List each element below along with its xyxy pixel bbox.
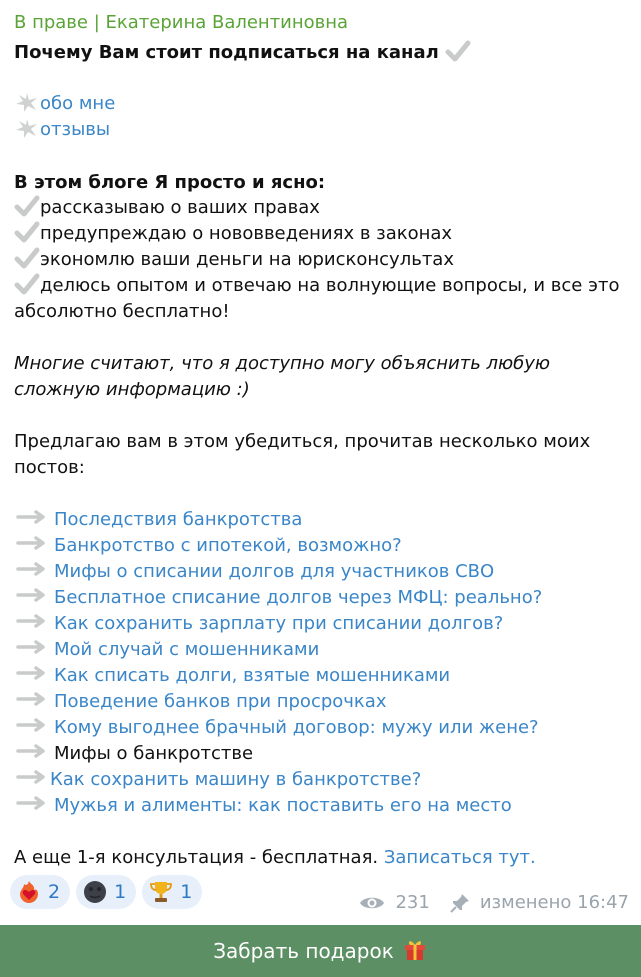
right-arrow-icon	[16, 637, 50, 653]
post-link-row[interactable]	[14, 585, 542, 611]
post-link-row[interactable]	[14, 689, 386, 715]
post-link-row[interactable]	[14, 767, 421, 793]
bullet-item: предупреждаю о нововведениях в законах	[14, 221, 452, 247]
post-link-row[interactable]	[14, 793, 512, 819]
eye-icon	[359, 894, 385, 912]
heart-on-fire-icon	[16, 879, 42, 905]
reaction-heart-on-fire[interactable]	[10, 875, 70, 909]
post-link-row[interactable]	[14, 559, 494, 585]
bullet-item: экономлю ваши деньги на юрисконсультах	[14, 247, 454, 273]
right-arrow-icon	[16, 689, 50, 705]
offer-line: Предлагаю вам в этом убедиться, прочитав несколько моих	[14, 431, 591, 452]
post-link[interactable]: Последствия банкротства	[54, 509, 303, 530]
post-link-plain[interactable]: Мифы о банкротстве	[54, 743, 254, 764]
post-link[interactable]: Бесплатное списание долгов через МФЦ: реально?	[54, 587, 543, 608]
post-link-row[interactable]	[14, 637, 319, 663]
reaction-count: 1	[114, 881, 127, 903]
italic-line: Многие считают, что я доступно могу объяснить любую	[14, 353, 551, 374]
post-link[interactable]: Мужья и алименты: как поставить его на место	[54, 795, 512, 816]
post-link[interactable]: Как списать долги, взятые мошенниками	[54, 665, 451, 686]
get-gift-label: Забрать подарок	[213, 939, 394, 963]
check-mark-icon	[14, 273, 40, 295]
about-me-link[interactable]: обо мне	[40, 93, 116, 114]
check-mark-icon	[14, 247, 40, 269]
post-link-row[interactable]	[14, 611, 503, 637]
offer-line: постов:	[14, 457, 85, 478]
check-mark-icon	[14, 195, 40, 217]
check-mark-icon	[14, 221, 40, 243]
pin-icon	[450, 893, 470, 913]
right-arrow-icon	[16, 585, 50, 601]
reaction-new-moon[interactable]	[76, 875, 136, 909]
right-arrow-icon	[16, 793, 50, 809]
right-arrow-icon	[16, 533, 50, 549]
consult-link[interactable]: Записаться тут.	[383, 847, 536, 868]
edited-time: изменено 16:47	[479, 892, 629, 913]
consult-row	[14, 845, 536, 871]
sparkle-icon	[14, 92, 40, 112]
post-link-row[interactable]	[14, 507, 302, 533]
right-arrow-icon	[16, 559, 50, 575]
post-link[interactable]: Как сохранить зарплату при списании долгов?	[54, 613, 504, 634]
post-link[interactable]: Мой случай с мошенниками	[54, 639, 320, 660]
post-link[interactable]: Кому выгоднее брачный договор: мужу или жене?	[54, 717, 539, 738]
italic-line: сложную информацию :)	[14, 379, 250, 400]
right-arrow-icon	[16, 741, 50, 757]
gift-icon	[402, 936, 428, 967]
post-link-row[interactable]	[14, 663, 450, 689]
reviews-link[interactable]: отзывы	[40, 119, 111, 140]
reaction-trophy[interactable]	[142, 875, 202, 909]
reaction-count: 1	[180, 881, 193, 903]
bullet-item: делюсь опытом и отвечаю на волнующие вопросы, и все это	[14, 273, 619, 299]
right-arrow-icon	[16, 715, 50, 731]
right-arrow-icon	[16, 663, 50, 679]
sparkle-icon	[14, 118, 40, 138]
consult-text: А еще 1-я консультация - бесплатная.	[14, 847, 379, 868]
trophy-icon	[148, 879, 174, 905]
post-link[interactable]: Мифы о списании долгов для участников СВО	[54, 561, 495, 582]
post-link[interactable]: Банкротство с ипотекой, возможно?	[54, 535, 402, 556]
message-meta	[359, 892, 629, 913]
check-mark-icon	[445, 40, 471, 62]
right-arrow-icon	[16, 611, 50, 627]
get-gift-button[interactable]	[0, 925, 641, 977]
post-link[interactable]: Как сохранить машину в банкротстве?	[50, 769, 422, 790]
blog-intro: В этом блоге Я просто и ясно:	[14, 172, 326, 193]
bullet-item: рассказываю о ваших правах	[14, 195, 320, 221]
bullet-continuation: абсолютно бесплатно!	[14, 301, 230, 322]
about-link-row[interactable]	[14, 91, 115, 117]
post-link-row[interactable]	[14, 715, 539, 741]
right-arrow-icon	[16, 767, 46, 783]
reactions-bar	[10, 875, 202, 909]
post-link-row[interactable]	[14, 741, 253, 767]
reviews-link-row[interactable]	[14, 117, 110, 143]
reaction-count: 2	[48, 881, 61, 903]
right-arrow-icon	[16, 507, 50, 523]
post-link-row[interactable]	[14, 533, 402, 559]
post-link[interactable]: Поведение банков при просрочках	[54, 691, 387, 712]
view-count: 231	[395, 892, 430, 913]
new-moon-face-icon	[82, 879, 108, 905]
channel-name[interactable]: В праве | Екатерина Валентиновна	[14, 12, 349, 33]
post-headline: Почему Вам стоит подписаться на канал	[14, 40, 471, 66]
